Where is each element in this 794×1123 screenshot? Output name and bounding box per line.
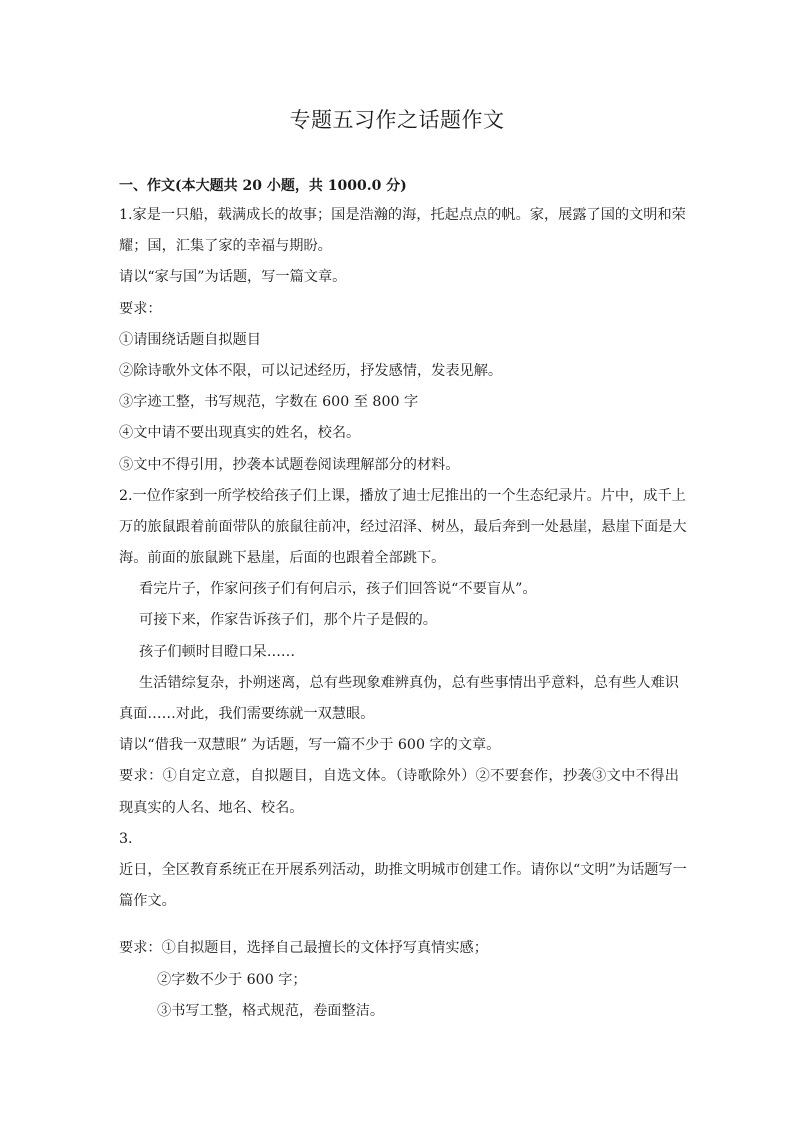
q2-text-line-5: 可接下来，作家告诉孩子们，那个片子是假的。	[139, 612, 437, 629]
q2-requirements-line-1: 要求：①自定立意，自拟题目，自选文体。（诗歌除外）②不要套作，抄袭③文中不得出	[119, 768, 679, 785]
question-2	[119, 481, 687, 824]
document-body	[119, 172, 687, 1027]
q1-requirement-4: ④文中请不要出现真实的姓名，校名。	[119, 425, 361, 442]
question-3	[119, 824, 687, 1027]
section-heading: 一、作文(本大题共 20 小题，共 1000.0 分)	[119, 178, 407, 194]
q2-text-line-3: 海。前面的旅鼠跳下悬崖，后面的也跟着全部跳下。	[119, 550, 446, 567]
q2-text-line-2: 万的旅鼠跟着前面带队的旅鼠往前冲，经过沼泽、树丛，最后奔到一处悬崖，悬崖下面是大	[119, 518, 687, 535]
q2-prompt: 请以“借我一双慧眼” 为话题，写一篇不少于 600 字的文章。	[119, 737, 501, 754]
q1-requirements-label: 要求：	[119, 300, 162, 317]
q2-text-line-7: 生活错综复杂，扑朔迷离，总有些现象难辨真伪，总有些事情出乎意料，总有些人难识	[139, 674, 679, 691]
question-1	[119, 200, 686, 481]
q3-number: 3.	[119, 830, 133, 847]
q2-text-line-4: 看完片子，作家问孩子们有何启示，孩子们回答说“不要盲从”。	[139, 581, 537, 598]
q1-requirement-2: ②除诗歌外文体不限，可以记述经历，抒发感情，发表见解。	[119, 362, 503, 379]
q3-requirement-2: ②字数不少于 600 字；	[157, 971, 307, 988]
q1-requirement-3: ③字迹工整，书写规范，字数在 600 至 800 字	[119, 394, 419, 411]
q2-text-line-6: 孩子们顿时目瞪口呆……	[139, 643, 296, 660]
q1-prompt: 请以“家与国”为话题，写一篇文章。	[119, 269, 347, 286]
q2-requirements-line-2: 现真实的人名、地名、校名。	[119, 799, 304, 816]
q1-text-line-1: 1.家是一只船，载满成长的故事；国是浩瀚的海，托起点点的帆。家，展露了国的文明和荣	[119, 207, 686, 223]
q3-text-line-1: 近日，全区教育系统正在开展系列活动，助推文明城市创建工作。请你以“文明”为话题写一	[119, 861, 687, 878]
q2-text-line-1: 2.一位作家到一所学校给孩子们上课，播放了迪士尼推出的一个生态纪录片。片中，成千上	[119, 487, 686, 504]
q3-requirement-3: ③书写工整，格式规范，卷面整洁。	[157, 1002, 385, 1019]
q3-text-line-2: 篇作文。	[119, 893, 176, 910]
q1-requirement-5: ⑤文中不得引用，抄袭本试题卷阅读理解部分的材料。	[119, 456, 460, 473]
document-title: 专题五习作之话题作文	[289, 108, 505, 132]
q3-requirement-1: 要求：①自拟题目，选择自己最擅长的文体抒写真情实感；	[119, 940, 488, 957]
q1-text-line-2: 耀；国，汇集了家的幸福与期盼。	[119, 238, 332, 255]
q1-requirement-1: ①请围绕话题自拟题目	[119, 331, 261, 348]
q2-text-line-8: 真面……对此，我们需要练就一双慧眼。	[119, 706, 375, 722]
paragraph-gap	[119, 917, 679, 933]
